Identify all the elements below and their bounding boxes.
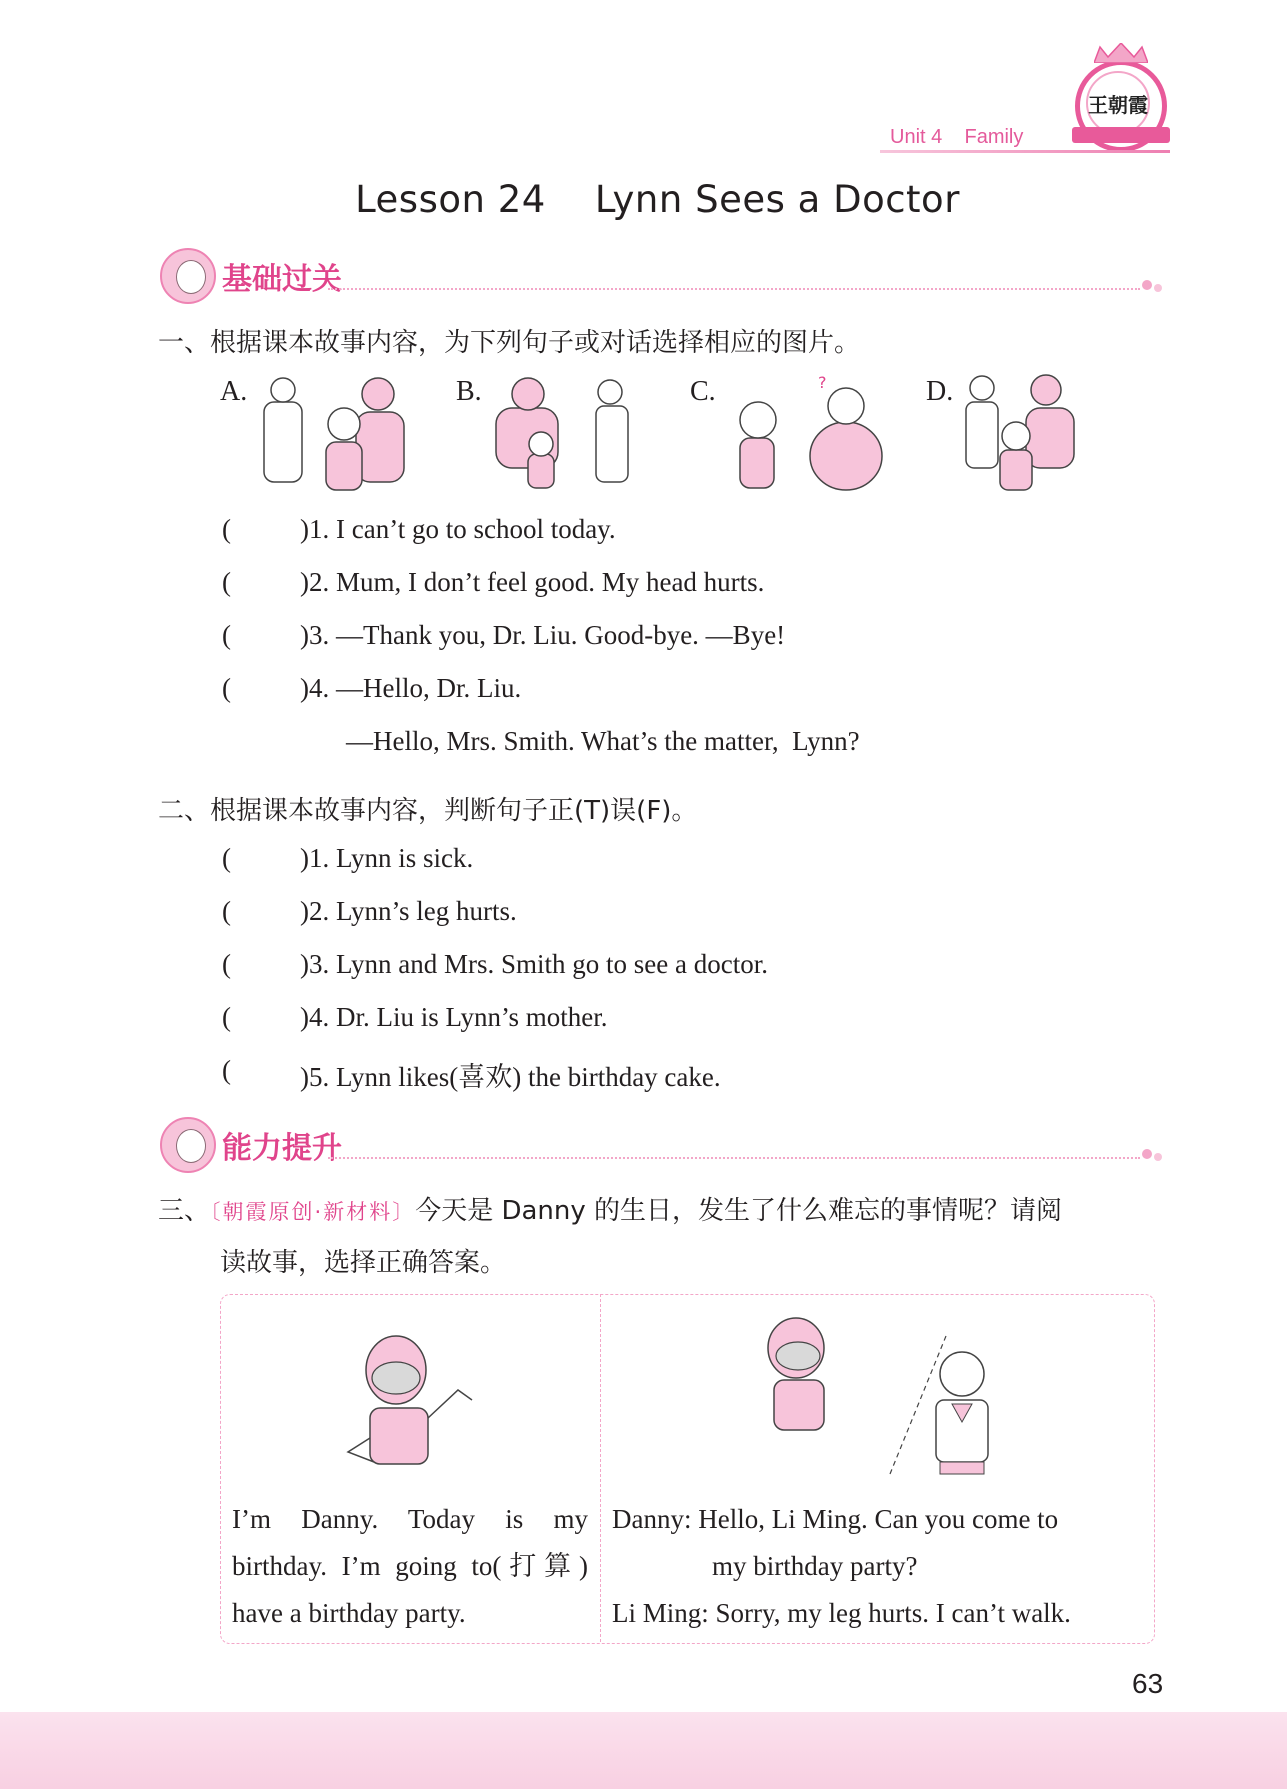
question-1-title: 一、根据课本故事内容，为下列句子或对话选择相应的图片。	[158, 328, 861, 358]
story-panel-2-line-3: Li Ming: Sorry, my leg hurts. I can’t walk.	[612, 1598, 1071, 1628]
q1-item-4: )4. —Hello, Dr. Liu.	[300, 673, 522, 703]
brand-seal-logo	[1075, 60, 1167, 152]
answer-blank-open: (	[222, 673, 231, 703]
section-label: 基础过关	[222, 262, 342, 297]
danny-and-li-ming-phone-illustration	[740, 1304, 1020, 1494]
question-3-number: 三、	[158, 1196, 211, 1226]
q2-item-4: )4. Dr. Liu is Lynn’s mother.	[300, 1002, 608, 1032]
q2-item-2: )2. Lynn’s leg hurts.	[300, 896, 517, 926]
header-rule	[880, 150, 1170, 153]
answer-blank-open: (	[222, 514, 231, 544]
picture-d-checkup	[960, 372, 1080, 492]
boy-avatar-icon	[160, 1117, 216, 1173]
svg-text:?: ?	[818, 373, 827, 392]
girl-avatar-icon	[160, 248, 216, 304]
q1-item-2: )2. Mum, I don’t feel good. My head hurts.	[300, 567, 765, 597]
story-panel-2-line-2: my birthday party?	[712, 1551, 918, 1581]
picture-c-head-hurts	[722, 372, 892, 492]
answer-blank-open: (	[222, 620, 231, 650]
q2-item-5: )5. Lynn likes(喜欢) the birthday cake.	[300, 1062, 721, 1092]
brand-name: 王朝霞	[1086, 71, 1150, 135]
q1-item-3: )3. —Thank you, Dr. Liu. Good-bye. —Bye!	[300, 620, 786, 650]
answer-blank-open: (	[222, 1002, 231, 1032]
question-3-prompt: 今天是 Danny 的生日，发生了什么难忘的事情呢？请阅	[415, 1196, 1063, 1226]
question-2-title: 二、根据课本故事内容，判断句子正(T)误(F)。	[158, 796, 698, 826]
option-c-label: C.	[690, 376, 716, 407]
page-number: 63	[1132, 1668, 1164, 1699]
q2-item-1: )1. Lynn is sick.	[300, 843, 474, 873]
section-label: 能力提升	[222, 1131, 342, 1166]
answer-blank-open: (	[222, 843, 231, 873]
section-header-advanced	[158, 1117, 1156, 1173]
story-panel-2-line-1: Danny: Hello, Li Ming. Can you come to	[612, 1504, 1059, 1534]
footer-band	[0, 1712, 1287, 1789]
story-panel-1-text: I’m Danny. Today is my birthday. I’m going to(打算) have a birthday party.	[232, 1504, 588, 1628]
option-d-label: D.	[926, 376, 954, 407]
story-panel-divider	[600, 1294, 601, 1642]
answer-blank-open: (	[222, 1055, 231, 1085]
question-3-title-line2: 读故事，选择正确答案。	[220, 1248, 507, 1278]
answer-blank-open: (	[222, 896, 231, 926]
q2-item-3: )3. Lynn and Mrs. Smith go to see a doctor.	[300, 949, 768, 979]
lesson-title: Lesson 24 Lynn Sees a Doctor	[355, 178, 960, 221]
unit-label: Unit 4 Family	[890, 126, 1024, 148]
option-b-label: B.	[456, 376, 482, 407]
danny-dinosaur-illustration	[340, 1318, 490, 1478]
option-a-label: A.	[220, 376, 248, 407]
picture-a-doctor-visit	[256, 372, 416, 492]
q1-item-4-reply: —Hello, Mrs. Smith. What’s the matter, Lynn?	[346, 726, 860, 756]
question-3-title	[158, 1190, 1062, 1227]
q1-item-1: )1. I can’t go to school today.	[300, 514, 616, 544]
picture-b-goodbye	[488, 372, 638, 492]
section-header-basic	[158, 248, 1156, 304]
answer-blank-open: (	[222, 949, 231, 979]
question-3-tag: 〔朝霞原创·新材料〕	[210, 1200, 416, 1224]
answer-blank-open: (	[222, 567, 231, 597]
crown-icon	[1094, 43, 1148, 63]
